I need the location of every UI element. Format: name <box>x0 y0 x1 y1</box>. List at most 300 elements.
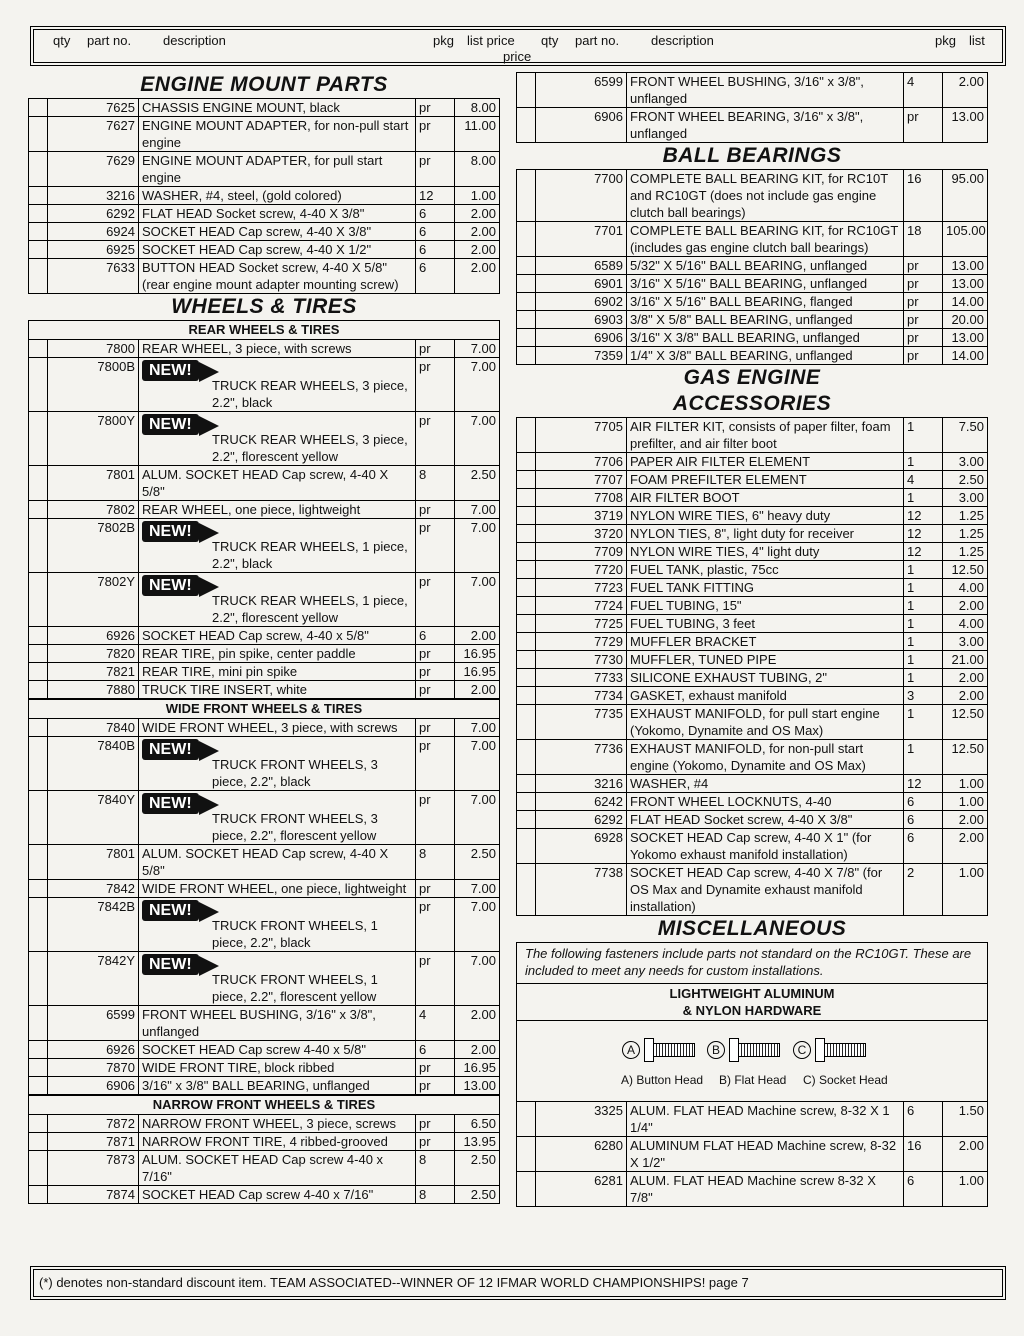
description-text: 3/16" X 5/16" BALL BEARING, unflanged <box>630 276 868 291</box>
list-price: 2.00 <box>943 829 988 864</box>
table-row <box>517 275 988 293</box>
part-number: 7800B <box>48 358 139 412</box>
part-number: 6924 <box>48 223 139 241</box>
list-price: 2.00 <box>455 681 500 699</box>
list-price: 20.00 <box>943 311 988 329</box>
new-badge: NEW! <box>142 414 199 435</box>
list-price: 2.00 <box>455 627 500 645</box>
list-price: 2.00 <box>455 205 500 223</box>
table-row <box>517 651 988 669</box>
list-price: 2.00 <box>943 687 988 705</box>
part-description <box>627 489 904 507</box>
package-qty: 6 <box>416 241 455 259</box>
part-number: 7801 <box>48 845 139 880</box>
list-price: 2.00 <box>943 1137 988 1172</box>
qty-cell <box>517 597 536 615</box>
table-row <box>517 633 988 651</box>
table-row <box>517 108 988 143</box>
list-price: 4.00 <box>943 579 988 597</box>
package-qty: pr <box>904 257 943 275</box>
qty-cell <box>29 880 48 898</box>
header-part-no-2: part no. <box>575 33 620 48</box>
list-price: 1.25 <box>943 543 988 561</box>
hardware-illustration <box>516 1020 988 1101</box>
qty-cell <box>29 152 48 187</box>
package-qty: 6 <box>416 627 455 645</box>
part-number: 7706 <box>536 453 627 471</box>
table-row <box>517 525 988 543</box>
part-number: 7840B <box>48 737 139 791</box>
description-text: FLAT HEAD Socket screw, 4-40 X 3/8" <box>630 812 853 827</box>
description-text: ENGINE MOUNT ADAPTER, for pull start engine <box>142 153 383 185</box>
qty-cell <box>517 275 536 293</box>
parts-table <box>516 1101 988 1207</box>
list-price: 3.00 <box>943 453 988 471</box>
part-number: 7627 <box>48 117 139 152</box>
new-badge: NEW! <box>142 954 199 975</box>
package-qty: pr <box>416 791 455 845</box>
qty-cell <box>29 358 48 412</box>
table-row <box>517 829 988 864</box>
package-qty: 8 <box>416 845 455 880</box>
qty-cell <box>29 645 48 663</box>
misc-note: The following fasteners include parts not standard on the RC10GT. These are included to meet any needs for custom installations. <box>516 942 988 983</box>
list-price: 3.00 <box>943 633 988 651</box>
part-description <box>627 257 904 275</box>
description-text: FRONT WHEEL BEARING, 3/16" x 3/8", unflanged <box>630 109 864 141</box>
parts-table <box>516 417 988 916</box>
part-number: 6242 <box>536 793 627 811</box>
table-row <box>517 311 988 329</box>
qty-cell <box>29 501 48 519</box>
list-price: 1.50 <box>943 1102 988 1137</box>
part-description <box>139 791 416 845</box>
description-text: ALUM. FLAT HEAD Machine screw 8-32 X 7/8" <box>630 1173 876 1205</box>
package-qty: 1 <box>904 633 943 651</box>
description-text: COMPLETE BALL BEARING KIT, for RC10T and RC10GT (does not include gas engine clutch ball bearings) <box>630 171 888 220</box>
table-row <box>29 1133 500 1151</box>
part-description <box>139 1041 416 1059</box>
list-price: 12.50 <box>943 561 988 579</box>
package-qty: pr <box>416 1115 455 1133</box>
part-number: 7736 <box>536 740 627 775</box>
package-qty: pr <box>904 293 943 311</box>
qty-cell <box>517 811 536 829</box>
list-price: 13.00 <box>943 108 988 143</box>
part-number: 7707 <box>536 471 627 489</box>
description-text: SOCKET HEAD Cap screw, 4-40 X 3/8" <box>142 224 372 239</box>
part-number: 7800Y <box>48 412 139 466</box>
description-text: FRONT WHEEL LOCKNUTS, 4-40 <box>630 794 832 809</box>
package-qty: 16 <box>904 1137 943 1172</box>
part-number: 7738 <box>536 864 627 916</box>
description-text: AIR FILTER BOOT <box>630 490 740 505</box>
list-price: 7.00 <box>455 719 500 737</box>
part-number: 6906 <box>48 1077 139 1095</box>
description-text: REAR TIRE, pin spike, center paddle <box>142 646 356 661</box>
list-price: 21.00 <box>943 651 988 669</box>
section-title-engine-mount: ENGINE MOUNT PARTS <box>140 73 388 96</box>
qty-cell <box>29 466 48 501</box>
list-price: 105.00 <box>943 222 988 257</box>
list-price: 12.50 <box>943 705 988 740</box>
list-price: 7.00 <box>455 340 500 358</box>
package-qty: 6 <box>416 223 455 241</box>
table-row <box>29 340 500 358</box>
part-number: 7633 <box>48 259 139 294</box>
part-number: 7801 <box>48 466 139 501</box>
part-number: 7821 <box>48 663 139 681</box>
qty-cell <box>517 864 536 916</box>
qty-cell <box>517 257 536 275</box>
list-price: 6.50 <box>455 1115 500 1133</box>
part-description <box>627 543 904 561</box>
description-text: FUEL TUBING, 3 feet <box>630 616 755 631</box>
part-description <box>139 358 416 412</box>
part-number: 6589 <box>536 257 627 275</box>
package-qty: 6 <box>904 1172 943 1207</box>
table-row <box>29 259 500 294</box>
part-number: 7700 <box>536 170 627 222</box>
list-price: 2.50 <box>455 466 500 501</box>
part-description <box>139 205 416 223</box>
description-text: ALUM. SOCKET HEAD Cap screw 4-40 x 7/16" <box>142 1152 384 1184</box>
part-description <box>139 663 416 681</box>
part-description <box>627 811 904 829</box>
list-price: 1.00 <box>943 793 988 811</box>
qty-cell <box>29 412 48 466</box>
flat-head-screw-icon <box>738 1043 780 1057</box>
list-price: 2.00 <box>455 241 500 259</box>
list-price: 2.50 <box>455 845 500 880</box>
parts-table <box>28 718 500 1095</box>
part-description <box>139 1186 416 1204</box>
part-description <box>627 1172 904 1207</box>
package-qty: 1 <box>904 705 943 740</box>
list-price: 2.00 <box>455 223 500 241</box>
description-text: CHASSIS ENGINE MOUNT, black <box>142 100 340 115</box>
qty-cell <box>517 329 536 347</box>
qty-cell <box>29 573 48 627</box>
footer-bar <box>30 1266 1006 1300</box>
part-description <box>139 898 416 952</box>
part-number: 7840Y <box>48 791 139 845</box>
part-number: 7705 <box>536 418 627 453</box>
qty-cell <box>517 615 536 633</box>
package-qty: 12 <box>416 187 455 205</box>
qty-cell <box>29 1059 48 1077</box>
package-qty: 4 <box>904 471 943 489</box>
package-qty: pr <box>416 1133 455 1151</box>
list-price: 95.00 <box>943 170 988 222</box>
package-qty: pr <box>416 880 455 898</box>
list-price: 8.00 <box>455 99 500 117</box>
table-row <box>517 740 988 775</box>
part-description <box>139 952 416 1006</box>
list-price: 13.00 <box>943 257 988 275</box>
part-number: 7701 <box>536 222 627 257</box>
package-qty: 1 <box>904 651 943 669</box>
qty-cell <box>517 687 536 705</box>
package-qty: pr <box>904 347 943 365</box>
part-description <box>139 880 416 898</box>
list-price: 3.00 <box>943 489 988 507</box>
part-description <box>627 597 904 615</box>
qty-cell <box>517 651 536 669</box>
list-price: 1.00 <box>943 775 988 793</box>
screw-caption: A) Button Head <box>621 1073 704 1087</box>
table-row <box>517 453 988 471</box>
table-row <box>29 99 500 117</box>
package-qty: pr <box>416 1077 455 1095</box>
subsection-title: NARROW FRONT WHEELS & TIRES <box>28 1095 500 1114</box>
table-row <box>29 187 500 205</box>
table-row <box>517 793 988 811</box>
description-text: 5/32" X 5/16" BALL BEARING, unflanged <box>630 258 868 273</box>
part-description <box>139 1133 416 1151</box>
description-text: MUFFLER, TUNED PIPE <box>630 652 777 667</box>
socket-head-screw-icon <box>824 1043 866 1057</box>
list-price: 2.00 <box>455 259 500 294</box>
list-price: 1.25 <box>943 525 988 543</box>
qty-cell <box>29 845 48 880</box>
description-text: 1/4" X 3/8" BALL BEARING, unflanged <box>630 348 853 363</box>
package-qty: 12 <box>904 525 943 543</box>
package-qty: pr <box>416 340 455 358</box>
package-qty: 1 <box>904 669 943 687</box>
part-description <box>139 719 416 737</box>
description-text: 3/8" X 5/8" BALL BEARING, unflanged <box>630 312 853 327</box>
description-text: NYLON WIRE TIES, 6" heavy duty <box>630 508 831 523</box>
qty-cell <box>517 489 536 507</box>
qty-cell <box>29 187 48 205</box>
description-text: 3/16" X 5/16" BALL BEARING, flanged <box>630 294 853 309</box>
description-text: FUEL TANK FITTING <box>630 580 754 595</box>
description-text: BUTTON HEAD Socket screw, 4-40 X 5/8" (rear engine mount adapter mounting screw) <box>142 260 399 292</box>
part-description <box>627 418 904 453</box>
part-description <box>627 108 904 143</box>
part-number: 7802Y <box>48 573 139 627</box>
package-qty: pr <box>416 719 455 737</box>
qty-cell <box>29 952 48 1006</box>
part-number: 3216 <box>48 187 139 205</box>
header-qty-2: qty <box>541 33 559 48</box>
table-row <box>29 501 500 519</box>
list-price: 7.00 <box>455 880 500 898</box>
part-description <box>627 669 904 687</box>
header-description: description <box>163 33 226 48</box>
qty-cell <box>29 791 48 845</box>
part-description <box>139 573 416 627</box>
package-qty: 1 <box>904 453 943 471</box>
package-qty: pr <box>416 645 455 663</box>
description-text: EXHAUST MANIFOLD, for pull start engine (Yokomo, Dynamite and OS Max) <box>630 706 880 738</box>
part-number: 6599 <box>48 1006 139 1041</box>
part-description <box>627 275 904 293</box>
qty-cell <box>29 627 48 645</box>
table-row <box>29 1006 500 1041</box>
description-text: EXHAUST MANIFOLD, for non-pull start engine (Yokomo, Dynamite and OS Max) <box>630 741 866 773</box>
part-description <box>139 1115 416 1133</box>
package-qty: 16 <box>904 170 943 222</box>
table-row <box>517 775 988 793</box>
package-qty: pr <box>904 329 943 347</box>
qty-cell <box>29 1186 48 1204</box>
package-qty: 3 <box>904 687 943 705</box>
list-price: 7.00 <box>455 412 500 466</box>
part-description <box>627 740 904 775</box>
package-qty: 1 <box>904 579 943 597</box>
table-row <box>517 669 988 687</box>
package-qty: pr <box>416 501 455 519</box>
description-text: FRONT WHEEL BUSHING, 3/16" x 3/8", unflanged <box>630 74 864 106</box>
package-qty: 6 <box>416 1041 455 1059</box>
part-description <box>139 187 416 205</box>
part-number: 6903 <box>536 311 627 329</box>
qty-cell <box>517 740 536 775</box>
part-description <box>627 829 904 864</box>
part-number: 7629 <box>48 152 139 187</box>
header-qty: qty <box>53 33 71 48</box>
list-price: 14.00 <box>943 347 988 365</box>
header-list-price: list price <box>467 33 515 48</box>
table-row <box>29 627 500 645</box>
part-description <box>627 347 904 365</box>
description-text: FUEL TANK, plastic, 75cc <box>630 562 779 577</box>
description-text: ALUM. SOCKET HEAD Cap screw, 4-40 X 5/8" <box>142 467 389 499</box>
package-qty: pr <box>416 573 455 627</box>
package-qty: pr <box>416 737 455 791</box>
part-number: 7730 <box>536 651 627 669</box>
button-head-screw-icon <box>653 1043 695 1057</box>
table-row <box>29 358 500 412</box>
part-number: 6926 <box>48 627 139 645</box>
part-description <box>627 329 904 347</box>
package-qty: 8 <box>416 1186 455 1204</box>
hardware-title-line-2: & NYLON HARDWARE <box>682 1003 822 1018</box>
description-text: WIDE FRONT WHEEL, 3 piece, with screws <box>142 720 398 735</box>
part-description <box>627 793 904 811</box>
part-number: 3216 <box>536 775 627 793</box>
section-title-accessories: ACCESSORIES <box>672 392 832 415</box>
table-row <box>517 543 988 561</box>
list-price: 2.00 <box>943 597 988 615</box>
list-price: 7.00 <box>455 358 500 412</box>
package-qty: pr <box>416 663 455 681</box>
qty-cell <box>517 543 536 561</box>
package-qty: pr <box>416 412 455 466</box>
part-description <box>139 645 416 663</box>
list-price: 7.00 <box>455 737 500 791</box>
part-number: 6925 <box>48 241 139 259</box>
list-price: 13.95 <box>455 1133 500 1151</box>
description-text: FRONT WHEEL BUSHING, 3/16" x 3/8", unflanged <box>142 1007 376 1039</box>
table-row <box>29 241 500 259</box>
package-qty: 12 <box>904 507 943 525</box>
header-part-no: part no. <box>87 33 132 48</box>
package-qty: 4 <box>904 73 943 108</box>
package-qty: pr <box>416 1059 455 1077</box>
section-title-gas-engine: GAS ENGINE <box>683 366 821 389</box>
part-number: 6280 <box>536 1137 627 1172</box>
qty-cell <box>517 108 536 143</box>
qty-cell <box>517 633 536 651</box>
list-price: 7.50 <box>943 418 988 453</box>
new-badge: NEW! <box>142 360 199 381</box>
description-text: SOCKET HEAD Cap screw 4-40 x 7/16" <box>142 1187 374 1202</box>
table-row <box>29 117 500 152</box>
description-text: FOAM PREFILTER ELEMENT <box>630 472 807 487</box>
part-number: 6902 <box>536 293 627 311</box>
package-qty: 1 <box>904 418 943 453</box>
qty-cell <box>517 525 536 543</box>
description-text: NYLON TIES, 8", light duty for receiver <box>630 526 855 541</box>
description-text: FUEL TUBING, 15" <box>630 598 742 613</box>
table-row <box>29 205 500 223</box>
part-description <box>627 1137 904 1172</box>
table-row <box>29 412 500 466</box>
package-qty: pr <box>416 898 455 952</box>
part-number: 3719 <box>536 507 627 525</box>
package-qty: 6 <box>904 811 943 829</box>
part-description <box>139 152 416 187</box>
part-number: 7723 <box>536 579 627 597</box>
part-number: 7800 <box>48 340 139 358</box>
parts-table <box>516 169 988 365</box>
qty-cell <box>517 418 536 453</box>
description-text: 3/16" x 3/8" BALL BEARING, unflanged <box>142 1078 370 1093</box>
table-row <box>29 519 500 573</box>
description-text: SOCKET HEAD Cap screw 4-40 x 5/8" <box>142 1042 367 1057</box>
table-row <box>517 579 988 597</box>
part-description <box>139 1077 416 1095</box>
part-description <box>627 471 904 489</box>
part-description <box>627 507 904 525</box>
part-description <box>139 737 416 791</box>
table-row <box>517 687 988 705</box>
description-text: NYLON WIRE TIES, 4" light duty <box>630 544 820 559</box>
list-price: 7.00 <box>455 952 500 1006</box>
part-number: 7734 <box>536 687 627 705</box>
table-row <box>29 663 500 681</box>
qty-cell <box>29 223 48 241</box>
list-price: 2.50 <box>943 471 988 489</box>
part-number: 7625 <box>48 99 139 117</box>
qty-cell <box>29 1151 48 1186</box>
qty-cell <box>29 1041 48 1059</box>
table-row <box>517 1102 988 1137</box>
new-badge: NEW! <box>142 900 199 921</box>
table-row <box>29 223 500 241</box>
part-number: 7724 <box>536 597 627 615</box>
footer-text: (*) denotes non-standard discount item. TEAM ASSOCIATED--WINNER OF 12 IFMAR WORLD CHAMPIONSHIPS! page 7 <box>39 1275 749 1290</box>
package-qty: pr <box>416 519 455 573</box>
part-number: 7733 <box>536 669 627 687</box>
description-text: ALUMINUM FLAT HEAD Machine screw, 8-32 X 1/2" <box>630 1138 897 1170</box>
package-qty: pr <box>904 108 943 143</box>
table-row <box>29 1115 500 1133</box>
part-description <box>627 687 904 705</box>
list-price: 16.95 <box>455 663 500 681</box>
description-text: SOCKET HEAD Cap screw, 4-40 X 7/8" (for OS Max and Dynamite exhaust manifold installation) <box>630 865 883 914</box>
description-text: GASKET, exhaust manifold <box>630 688 787 703</box>
new-badge: NEW! <box>142 793 199 814</box>
list-price: 16.95 <box>455 645 500 663</box>
left-column <box>28 72 500 1204</box>
description-text: REAR WHEEL, 3 piece, with screws <box>142 341 352 356</box>
table-row <box>517 347 988 365</box>
package-qty: 1 <box>904 561 943 579</box>
